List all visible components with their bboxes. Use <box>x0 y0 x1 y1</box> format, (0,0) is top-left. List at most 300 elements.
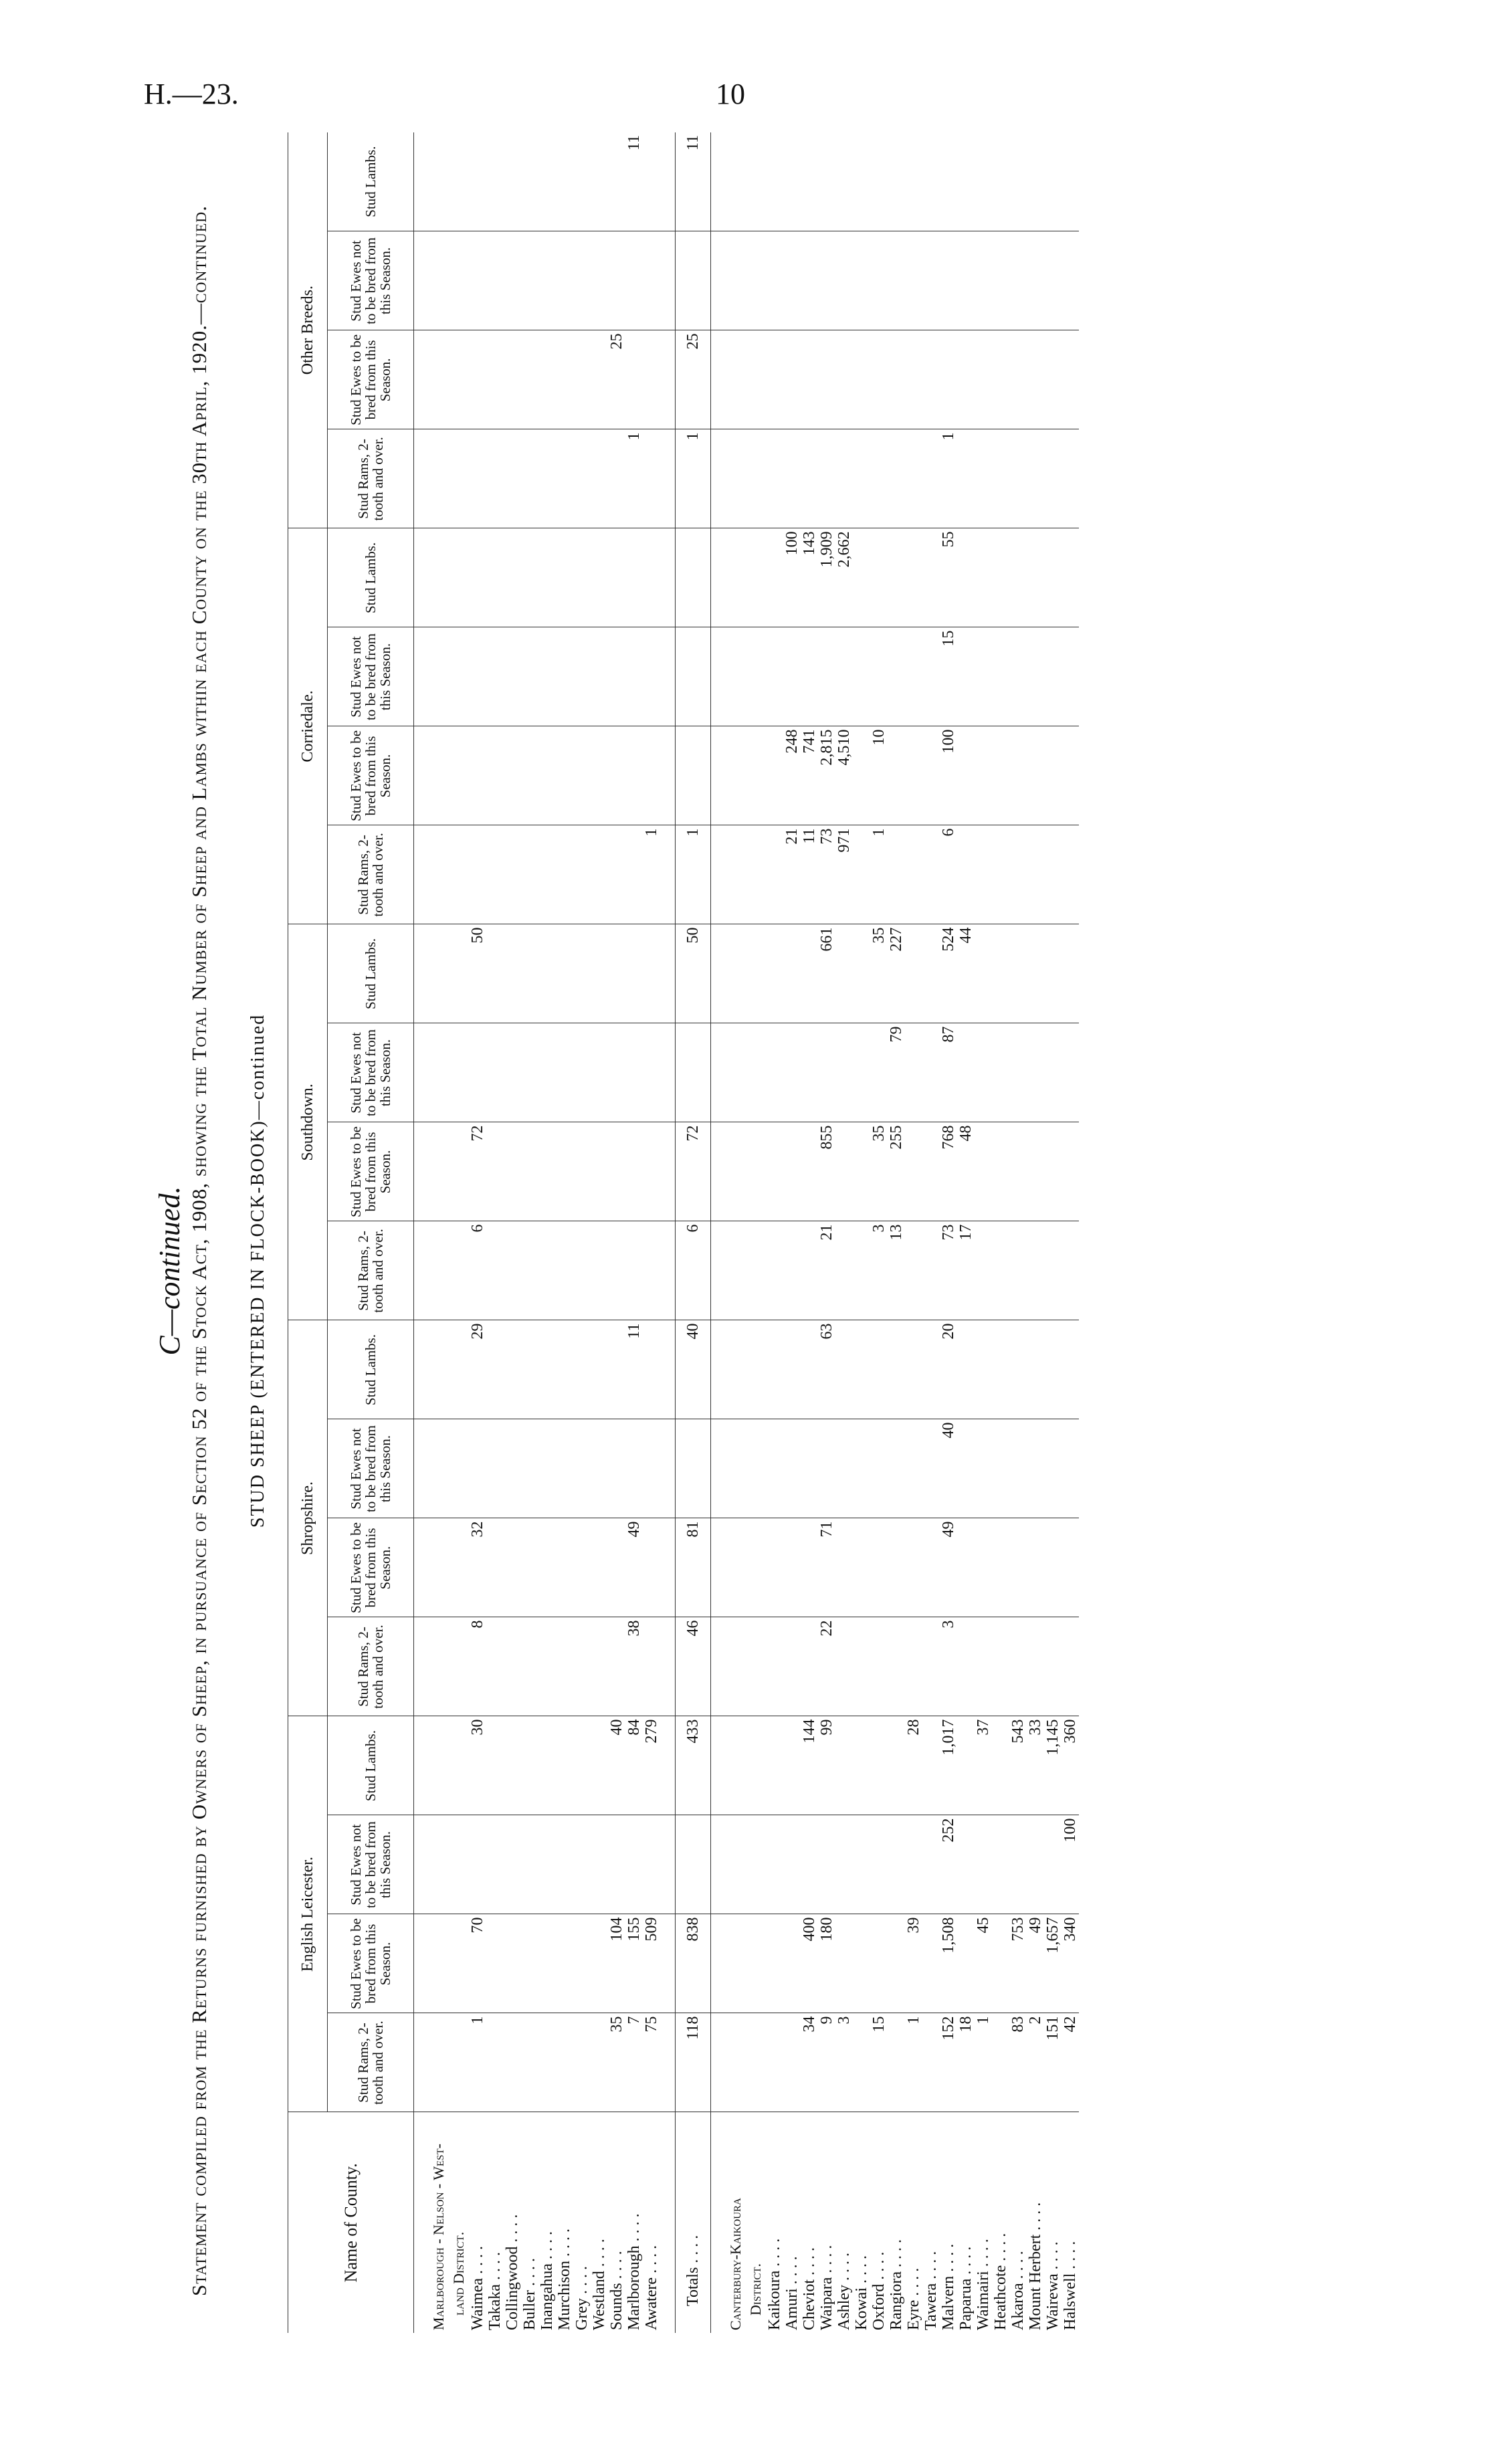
blank-cell <box>711 1716 726 1815</box>
value-cell: 11 <box>801 825 818 924</box>
value-cell <box>1009 1518 1027 1617</box>
value-cell: 279 <box>643 1716 660 1815</box>
value-cell <box>504 132 521 231</box>
county-name: Waimairi . . . . <box>975 2239 992 2330</box>
county-row <box>905 132 922 2333</box>
value-cell <box>504 231 521 330</box>
value-cell <box>783 1023 801 1122</box>
value-cell <box>643 1023 660 1122</box>
value-cell <box>1027 1617 1044 1716</box>
blank-cell <box>449 1518 469 1617</box>
value-cell <box>905 528 922 627</box>
value-cell <box>766 1320 783 1419</box>
value-cell <box>643 1419 660 1518</box>
total-value-cell: 46 <box>676 1617 711 1716</box>
blank-cell <box>414 1122 429 1221</box>
value-cell: 40 <box>608 1716 625 1815</box>
value-cell <box>486 1419 504 1518</box>
value-cell <box>486 1221 504 1320</box>
value-cell <box>608 1320 625 1419</box>
value-cell <box>1027 1122 1044 1221</box>
blank-cell <box>726 1221 746 1320</box>
value-cell <box>573 1419 591 1518</box>
value-cell <box>835 429 853 528</box>
value-cell: 21 <box>818 1221 835 1320</box>
value-cell <box>556 1419 573 1518</box>
blank-cell <box>726 1617 746 1716</box>
value-cell <box>766 1617 783 1716</box>
value-cell: 15 <box>870 2013 888 2112</box>
totals-label: Totals . . . . <box>676 2112 711 2333</box>
value-cell <box>888 132 905 231</box>
blank-cell <box>414 825 429 924</box>
value-cell <box>469 132 486 231</box>
value-cell <box>957 528 975 627</box>
value-cell: 63 <box>818 1320 835 1419</box>
value-cell <box>801 1221 818 1320</box>
value-cell <box>905 1518 922 1617</box>
value-cell <box>766 429 783 528</box>
value-cell <box>905 330 922 429</box>
value-cell <box>905 1617 922 1716</box>
value-cell <box>975 726 992 825</box>
value-cell <box>957 825 975 924</box>
value-cell <box>486 1320 504 1419</box>
value-cell: 1,909 <box>818 528 835 627</box>
value-cell <box>625 726 643 825</box>
county-name: Westland . . . . <box>591 2239 608 2330</box>
value-cell <box>992 1518 1009 1617</box>
value-cell <box>975 1023 992 1122</box>
value-cell: 48 <box>957 1122 975 1221</box>
blank-cell <box>726 231 746 330</box>
value-cell <box>573 1518 591 1617</box>
value-cell <box>643 528 660 627</box>
value-cell: 151 <box>1044 2013 1062 2112</box>
value-cell <box>905 627 922 726</box>
total-value-cell: 50 <box>676 924 711 1023</box>
value-cell <box>573 825 591 924</box>
value-cell <box>975 528 992 627</box>
blank-cell <box>711 627 726 726</box>
blank-cell <box>449 429 469 528</box>
value-cell <box>853 429 870 528</box>
county-row <box>1009 132 1027 2333</box>
column-subheader: Stud Ewes not to be bred from this Season. <box>328 627 414 726</box>
value-cell <box>1044 1419 1062 1518</box>
value-cell <box>608 924 625 1023</box>
value-cell <box>1027 1023 1044 1122</box>
value-cell <box>766 1419 783 1518</box>
value-cell <box>521 528 538 627</box>
blank-cell <box>746 1815 766 1914</box>
county-row <box>975 132 992 2333</box>
value-cell <box>783 2013 801 2112</box>
value-cell: 661 <box>818 924 835 1023</box>
county-row <box>1062 132 1079 2333</box>
value-cell <box>870 1023 888 1122</box>
value-cell <box>922 627 940 726</box>
total-value-cell: 81 <box>676 1518 711 1617</box>
value-cell <box>992 1320 1009 1419</box>
value-cell <box>853 1320 870 1419</box>
value-cell <box>486 1518 504 1617</box>
value-cell <box>957 1419 975 1518</box>
value-cell <box>521 1815 538 1914</box>
value-cell <box>1009 1122 1027 1221</box>
column-subheader: Stud Lambs. <box>328 528 414 627</box>
value-cell: 6 <box>469 1221 486 1320</box>
blank-cell <box>414 132 429 231</box>
blank-cell <box>746 1914 766 2013</box>
blank-cell <box>711 1518 726 1617</box>
value-cell <box>643 627 660 726</box>
value-cell <box>835 1419 853 1518</box>
value-cell <box>905 132 922 231</box>
value-cell <box>905 1221 922 1320</box>
value-cell <box>853 2013 870 2112</box>
value-cell <box>766 825 783 924</box>
value-cell <box>1009 330 1027 429</box>
value-cell <box>591 627 608 726</box>
value-cell <box>1044 924 1062 1023</box>
county-name: Collingwood . . . . <box>504 2214 521 2330</box>
value-cell: 104 <box>608 1914 625 2013</box>
blank-cell <box>746 1716 766 1815</box>
spacer-cell <box>660 2112 676 2333</box>
blank-cell <box>429 1419 449 1518</box>
blank-cell <box>429 1518 449 1617</box>
blank-cell <box>746 132 766 231</box>
value-cell <box>853 1914 870 2013</box>
value-cell <box>888 231 905 330</box>
blank-cell <box>746 429 766 528</box>
blank-cell <box>711 924 726 1023</box>
value-cell <box>521 132 538 231</box>
value-cell <box>1062 726 1079 825</box>
value-cell <box>888 429 905 528</box>
county-row <box>870 132 888 2333</box>
blank-cell <box>711 132 726 231</box>
breed-group-header: Corriedale. <box>288 528 328 924</box>
value-cell: 248 <box>783 726 801 825</box>
blank-cell <box>449 132 469 231</box>
breed-group-header: Shropshire. <box>288 1320 328 1716</box>
county-name: Eyre . . . . <box>905 2267 922 2330</box>
value-cell <box>486 231 504 330</box>
value-cell <box>783 1518 801 1617</box>
value-cell <box>783 1815 801 1914</box>
value-cell <box>608 825 625 924</box>
value-cell <box>1044 132 1062 231</box>
value-cell <box>556 1716 573 1815</box>
value-cell <box>922 1023 940 1122</box>
value-cell <box>835 1518 853 1617</box>
value-cell <box>573 1914 591 2013</box>
value-cell <box>766 2013 783 2112</box>
value-cell <box>957 1815 975 1914</box>
value-cell: 3 <box>835 2013 853 2112</box>
value-cell <box>469 1023 486 1122</box>
blank-cell <box>660 330 676 429</box>
value-cell <box>818 627 835 726</box>
blank-cell <box>746 1122 766 1221</box>
value-cell <box>521 1617 538 1716</box>
value-cell <box>870 330 888 429</box>
blank-cell <box>660 528 676 627</box>
breed-group-header: Southdown. <box>288 924 328 1320</box>
blank-cell <box>660 429 676 528</box>
value-cell <box>538 726 556 825</box>
value-cell: 9 <box>818 2013 835 2112</box>
value-cell <box>922 1716 940 1815</box>
value-cell <box>1044 1320 1062 1419</box>
blank-cell <box>660 132 676 231</box>
value-cell: 340 <box>1062 1914 1079 2013</box>
county-name: Akaroa . . . . <box>1009 2251 1027 2330</box>
value-cell: 2,815 <box>818 726 835 825</box>
value-cell <box>591 924 608 1023</box>
value-cell <box>469 1419 486 1518</box>
value-cell <box>853 1122 870 1221</box>
column-subheader: Stud Ewes to be bred from this Season. <box>328 1914 414 2013</box>
blank-cell <box>429 132 449 231</box>
value-cell <box>1062 132 1079 231</box>
blank-cell <box>726 1716 746 1815</box>
value-cell: 40 <box>940 1419 957 1518</box>
value-cell <box>1062 1518 1079 1617</box>
county-name: Halswell . . . . <box>1062 2241 1079 2330</box>
value-cell <box>1044 429 1062 528</box>
value-cell <box>870 1617 888 1716</box>
value-cell <box>591 1221 608 1320</box>
blank-cell <box>449 1815 469 1914</box>
county-name: Takaka . . . . <box>486 2252 504 2330</box>
value-cell <box>486 1716 504 1815</box>
value-cell <box>538 1716 556 1815</box>
value-cell <box>591 2013 608 2112</box>
blank-cell <box>660 1518 676 1617</box>
value-cell <box>766 627 783 726</box>
value-cell: 44 <box>957 924 975 1023</box>
value-cell <box>766 132 783 231</box>
blank-cell <box>449 1716 469 1815</box>
blank-cell <box>429 825 449 924</box>
value-cell <box>1027 726 1044 825</box>
blank-cell <box>429 1320 449 1419</box>
blank-cell <box>414 1419 429 1518</box>
value-cell <box>625 1122 643 1221</box>
value-cell <box>625 1221 643 1320</box>
value-cell <box>538 924 556 1023</box>
value-cell <box>625 1815 643 1914</box>
blank-cell <box>660 924 676 1023</box>
value-cell: 3 <box>870 1221 888 1320</box>
value-cell <box>573 1320 591 1419</box>
value-cell: 75 <box>643 2013 660 2112</box>
value-cell: 4,510 <box>835 726 853 825</box>
value-cell <box>992 1419 1009 1518</box>
county-name: Murchison . . . . <box>556 2229 573 2330</box>
total-value-cell: 40 <box>676 1320 711 1419</box>
value-cell <box>591 1815 608 1914</box>
value-cell: 99 <box>818 1716 835 1815</box>
county-name: Amuri . . . . <box>783 2256 801 2330</box>
value-cell <box>1062 1122 1079 1221</box>
value-cell <box>591 1122 608 1221</box>
value-cell: 18 <box>957 2013 975 2112</box>
value-cell: 255 <box>888 1122 905 1221</box>
value-cell <box>556 1518 573 1617</box>
value-cell <box>957 132 975 231</box>
value-cell <box>486 1914 504 2013</box>
value-cell <box>504 627 521 726</box>
value-cell <box>504 330 521 429</box>
value-cell <box>538 1617 556 1716</box>
value-cell <box>504 2013 521 2112</box>
value-cell <box>504 924 521 1023</box>
value-cell <box>1027 330 1044 429</box>
value-cell: 87 <box>940 1023 957 1122</box>
value-cell <box>992 330 1009 429</box>
value-cell <box>591 1023 608 1122</box>
blank-cell <box>449 825 469 924</box>
value-cell <box>975 1518 992 1617</box>
value-cell <box>625 528 643 627</box>
value-cell <box>905 924 922 1023</box>
value-cell: 543 <box>1009 1716 1027 1815</box>
county-name: Buller . . . . <box>521 2258 538 2330</box>
county-row <box>957 132 975 2333</box>
value-cell <box>1009 825 1027 924</box>
blank-cell <box>660 1815 676 1914</box>
value-cell <box>835 1320 853 1419</box>
value-cell <box>573 132 591 231</box>
blank-cell <box>711 1914 726 2013</box>
value-cell <box>573 2013 591 2112</box>
value-cell <box>783 1617 801 1716</box>
value-cell <box>556 1815 573 1914</box>
value-cell <box>521 1122 538 1221</box>
value-cell <box>870 429 888 528</box>
value-cell <box>486 627 504 726</box>
blank-cell <box>660 1716 676 1815</box>
value-cell: 42 <box>1062 2013 1079 2112</box>
value-cell: 73 <box>818 825 835 924</box>
value-cell <box>957 1023 975 1122</box>
blank-cell <box>746 1518 766 1617</box>
value-cell <box>643 1617 660 1716</box>
blank-cell <box>711 1221 726 1320</box>
blank-cell <box>429 1716 449 1815</box>
value-cell <box>853 132 870 231</box>
value-cell <box>556 429 573 528</box>
value-cell <box>766 1815 783 1914</box>
value-cell <box>608 132 625 231</box>
value-cell <box>922 231 940 330</box>
value-cell <box>469 429 486 528</box>
value-cell <box>1027 825 1044 924</box>
value-cell <box>1009 1023 1027 1122</box>
value-cell <box>783 1221 801 1320</box>
district-heading: land District. <box>450 2231 467 2316</box>
value-cell: 100 <box>940 726 957 825</box>
value-cell <box>504 1716 521 1815</box>
value-cell: 22 <box>818 1617 835 1716</box>
county-name: Cheviot . . . . <box>801 2247 818 2330</box>
value-cell <box>905 1122 922 1221</box>
blank-cell <box>449 627 469 726</box>
value-cell <box>591 1617 608 1716</box>
blank-cell <box>449 2013 469 2112</box>
value-cell <box>992 132 1009 231</box>
value-cell: 37 <box>975 1716 992 1815</box>
value-cell <box>835 132 853 231</box>
value-cell <box>521 924 538 1023</box>
value-cell <box>835 1914 853 2013</box>
value-cell <box>975 330 992 429</box>
county-name: Mount Herbert . . . . <box>1027 2202 1044 2330</box>
blank-cell <box>726 528 746 627</box>
value-cell <box>818 1023 835 1122</box>
value-cell <box>905 1419 922 1518</box>
value-cell: 741 <box>801 726 818 825</box>
county-name: Sounds . . . . <box>608 2251 625 2330</box>
value-cell <box>1027 1518 1044 1617</box>
county-row <box>853 132 870 2333</box>
value-cell <box>940 132 957 231</box>
value-cell <box>992 2013 1009 2112</box>
value-cell <box>975 1815 992 1914</box>
value-cell <box>870 627 888 726</box>
blank-cell <box>414 528 429 627</box>
value-cell: 13 <box>888 1221 905 1320</box>
value-cell <box>801 1518 818 1617</box>
blank-cell <box>449 1221 469 1320</box>
blank-cell <box>660 1914 676 2013</box>
column-subheader: Stud Ewes not to be bred from this Season. <box>328 1419 414 1518</box>
value-cell <box>556 1221 573 1320</box>
value-cell <box>469 627 486 726</box>
value-cell <box>835 1023 853 1122</box>
value-cell: 1 <box>643 825 660 924</box>
value-cell <box>556 726 573 825</box>
value-cell <box>1062 627 1079 726</box>
blank-cell <box>449 726 469 825</box>
value-cell <box>975 1221 992 1320</box>
blank-cell <box>414 231 429 330</box>
blank-cell <box>746 528 766 627</box>
blank-cell <box>711 429 726 528</box>
value-cell: 143 <box>801 528 818 627</box>
value-cell <box>1062 528 1079 627</box>
value-cell <box>783 1419 801 1518</box>
total-value-cell <box>676 1815 711 1914</box>
blank-cell <box>660 2013 676 2112</box>
total-value-cell <box>676 231 711 330</box>
blank-cell <box>660 1419 676 1518</box>
blank-cell <box>726 1518 746 1617</box>
blank-cell <box>429 726 449 825</box>
value-cell: 38 <box>625 1617 643 1716</box>
value-cell <box>504 1320 521 1419</box>
value-cell <box>922 1419 940 1518</box>
value-cell <box>1062 1023 1079 1122</box>
blank-cell <box>429 231 449 330</box>
value-cell <box>766 726 783 825</box>
value-cell: 10 <box>870 726 888 825</box>
value-cell <box>504 429 521 528</box>
